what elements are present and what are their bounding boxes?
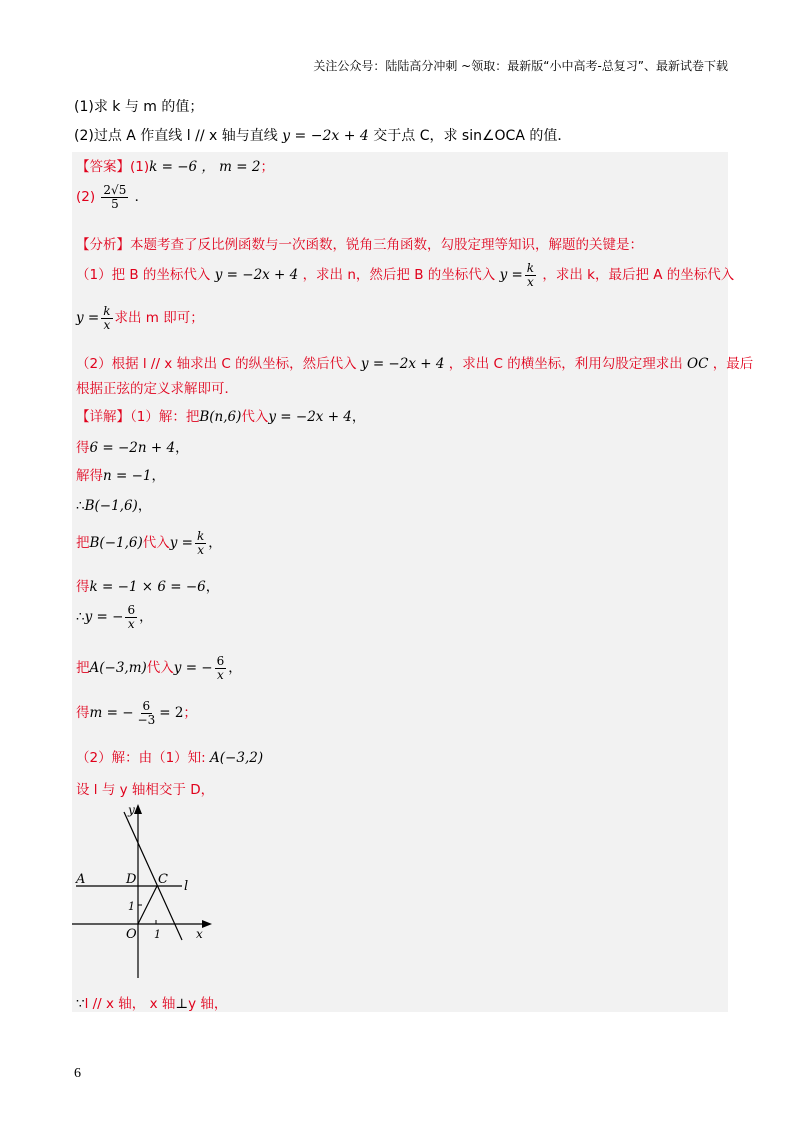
page-header: 关注公众号：陆陆高分冲刺 ~领取：最新版“小中高考-总复习”、最新试卷下载 bbox=[313, 59, 728, 73]
detail-l4-c: ， bbox=[137, 498, 152, 514]
page-number: 6 bbox=[74, 1066, 81, 1081]
detail-l8-b: A(−3,m) bbox=[89, 660, 147, 677]
detail-line-3 bbox=[76, 464, 165, 484]
label-x-1: 1 bbox=[154, 928, 161, 941]
analysis-p1-c: ，求出 k，最后把 A 的坐标代入 bbox=[542, 267, 735, 284]
detail-l5-frac: $\frac{k}{x}$ bbox=[196, 529, 205, 557]
answer-part2-prefix: (2) bbox=[76, 189, 96, 206]
detail-line-12 bbox=[76, 992, 227, 1012]
detail-l1-c: 代入 bbox=[241, 409, 269, 425]
answer-label: 【答案】 bbox=[76, 159, 130, 175]
detail-l3-c: ， bbox=[151, 468, 165, 484]
detail-l3-a: 解得 bbox=[76, 468, 103, 484]
detail-l5-b: B(−1,6) bbox=[89, 535, 143, 552]
analysis-p1-line-2 bbox=[76, 305, 204, 331]
detail-line-7 bbox=[76, 604, 153, 630]
answer-part1-end: ； bbox=[260, 159, 274, 175]
analysis-p2-b: ，求出 C 的横坐标，利用勾股定理求出 bbox=[448, 356, 683, 372]
analysis-p2-c: ，最后 bbox=[712, 356, 754, 372]
label-y-1: 1 bbox=[128, 900, 135, 913]
detail-l1-b: B(n,6) bbox=[199, 409, 242, 425]
answer-fraction: $\frac{2√5}{5}$ bbox=[103, 183, 127, 211]
analysis-p2-line bbox=[76, 352, 753, 372]
analysis-p1-expr: y = −2x + 4 bbox=[214, 267, 299, 284]
detail-line-9 bbox=[76, 700, 197, 726]
detail-l10-a: （2）解：由（1）知: bbox=[76, 750, 206, 766]
detail-l7-frac: $\frac{6}{x}$ bbox=[127, 603, 136, 631]
analysis-frac-y: y = bbox=[499, 267, 523, 284]
detail-l5-c: 代入 bbox=[142, 535, 170, 552]
detail-l3-b: n = −1 bbox=[103, 468, 152, 484]
analysis-p1-d: 求出 m 即可； bbox=[114, 310, 204, 327]
analysis-p2-expr: y = −2x + 4 bbox=[360, 356, 445, 372]
analysis-p2-line-2: 根据正弦的定义求解即可． bbox=[76, 381, 238, 397]
detail-label: 【详解】 bbox=[76, 409, 130, 425]
detail-l4-b: B(−1,6) bbox=[84, 498, 138, 514]
detail-l4-a: ∴ bbox=[76, 498, 85, 514]
analysis-p2-oc: OC bbox=[687, 356, 709, 372]
detail-l5-a: 把 bbox=[76, 535, 90, 552]
answer-line-2 bbox=[76, 184, 148, 210]
detail-l9-e: = 2 bbox=[159, 705, 184, 722]
analysis-p1-b: ，求出 n，然后把 B 的坐标代入 bbox=[302, 267, 496, 284]
question-part2 bbox=[74, 125, 571, 145]
label-d: D bbox=[126, 872, 137, 887]
detail-l8-a: 把 bbox=[76, 660, 90, 677]
coordinate-figure bbox=[70, 800, 220, 980]
analysis-frac-1: $\frac{k}{x}$ bbox=[526, 261, 535, 289]
detail-l6-c: ， bbox=[205, 579, 220, 595]
detail-l5-y: y = bbox=[169, 535, 193, 552]
analysis-text: 本题考查了反比例函数与一次函数，锐角三角函数，勾股定理等知识，解题的关键是： bbox=[130, 237, 643, 253]
detail-l5-d: ， bbox=[208, 535, 222, 552]
detail-l7-y: y = − bbox=[84, 609, 124, 626]
detail-l10-b: A(−3,2) bbox=[210, 750, 264, 766]
detail-l7-a: ∴ bbox=[76, 609, 85, 626]
detail-l2-a: 得 bbox=[76, 440, 90, 456]
detail-l1-e: ， bbox=[351, 409, 366, 425]
question-part2-prefix: (2)过点 A 作直线 l // x 轴与直线 bbox=[74, 128, 278, 144]
analysis-label: 【分析】 bbox=[76, 237, 130, 253]
analysis-frac-2: $\frac{k}{x}$ bbox=[103, 304, 111, 332]
detail-l1-a: （1）解：把 bbox=[130, 409, 200, 425]
detail-line-6 bbox=[76, 575, 219, 595]
detail-l9-m: m = − bbox=[89, 705, 134, 722]
detail-line-5 bbox=[76, 530, 222, 556]
detail-l2-b: 6 = −2n + 4 bbox=[89, 440, 176, 456]
detail-line-4 bbox=[76, 494, 151, 514]
label-l: l bbox=[184, 879, 189, 894]
analysis-p1-line bbox=[76, 262, 734, 288]
detail-l8-d: ， bbox=[228, 660, 242, 677]
detail-line-2 bbox=[76, 436, 189, 456]
answer-line-1 bbox=[76, 155, 274, 175]
label-y: y bbox=[128, 803, 135, 817]
x-axis-arrow-icon bbox=[202, 920, 212, 928]
detail-l12-d: ⊥ bbox=[175, 996, 189, 1012]
question-line-expr: y = −2x + 4 bbox=[282, 128, 369, 144]
answer-part2-end: ． bbox=[134, 189, 149, 206]
detail-line-11: 设 l 与 y 轴相交于 D， bbox=[76, 782, 215, 798]
detail-l8-y: y = − bbox=[173, 660, 213, 677]
analysis-p1-a: （1）把 B 的坐标代入 bbox=[76, 267, 211, 284]
detail-line-1 bbox=[76, 405, 365, 425]
detail-l12-c: x 轴 bbox=[149, 996, 176, 1012]
y-axis-arrow-icon bbox=[134, 804, 142, 814]
detail-l12-a: ∵ bbox=[76, 996, 85, 1012]
analysis-line bbox=[76, 233, 643, 253]
answer-part1-expr: k = −6 ， m = 2 bbox=[149, 159, 261, 175]
analysis-frac-y-2: y = bbox=[76, 310, 100, 327]
detail-line-10 bbox=[76, 746, 263, 766]
detail-l8-frac: $\frac{6}{x}$ bbox=[216, 654, 225, 682]
detail-l1-d: y = −2x + 4 bbox=[268, 409, 352, 425]
detail-l6-a: 得 bbox=[76, 579, 90, 595]
detail-l9-frac: $\frac{6}{-3}$ bbox=[137, 699, 156, 727]
answer-part1-prefix: (1) bbox=[130, 159, 150, 175]
detail-l9-f: ； bbox=[183, 705, 197, 722]
detail-l12-b: l // x 轴， bbox=[84, 996, 146, 1012]
label-a: A bbox=[76, 872, 86, 887]
detail-l2-c: ， bbox=[175, 440, 189, 456]
question-part2-suffix: 交于点 C，求 sin∠OCA 的值． bbox=[373, 128, 572, 144]
label-c: C bbox=[158, 872, 168, 887]
label-x: x bbox=[196, 927, 203, 941]
detail-l6-b: k = −1 × 6 = −6 bbox=[89, 579, 206, 595]
detail-line-8 bbox=[76, 655, 242, 681]
label-o: O bbox=[126, 927, 137, 942]
question-part1: (1)求 k 与 m 的值； bbox=[74, 99, 204, 115]
detail-l8-c: 代入 bbox=[146, 660, 174, 677]
detail-l7-c: ， bbox=[139, 609, 153, 626]
detail-l12-e: y 轴， bbox=[188, 996, 228, 1012]
detail-l9-a: 得 bbox=[76, 705, 90, 722]
analysis-p2-a: （2）根据 l // x 轴求出 C 的纵坐标，然后代入 bbox=[76, 356, 357, 372]
